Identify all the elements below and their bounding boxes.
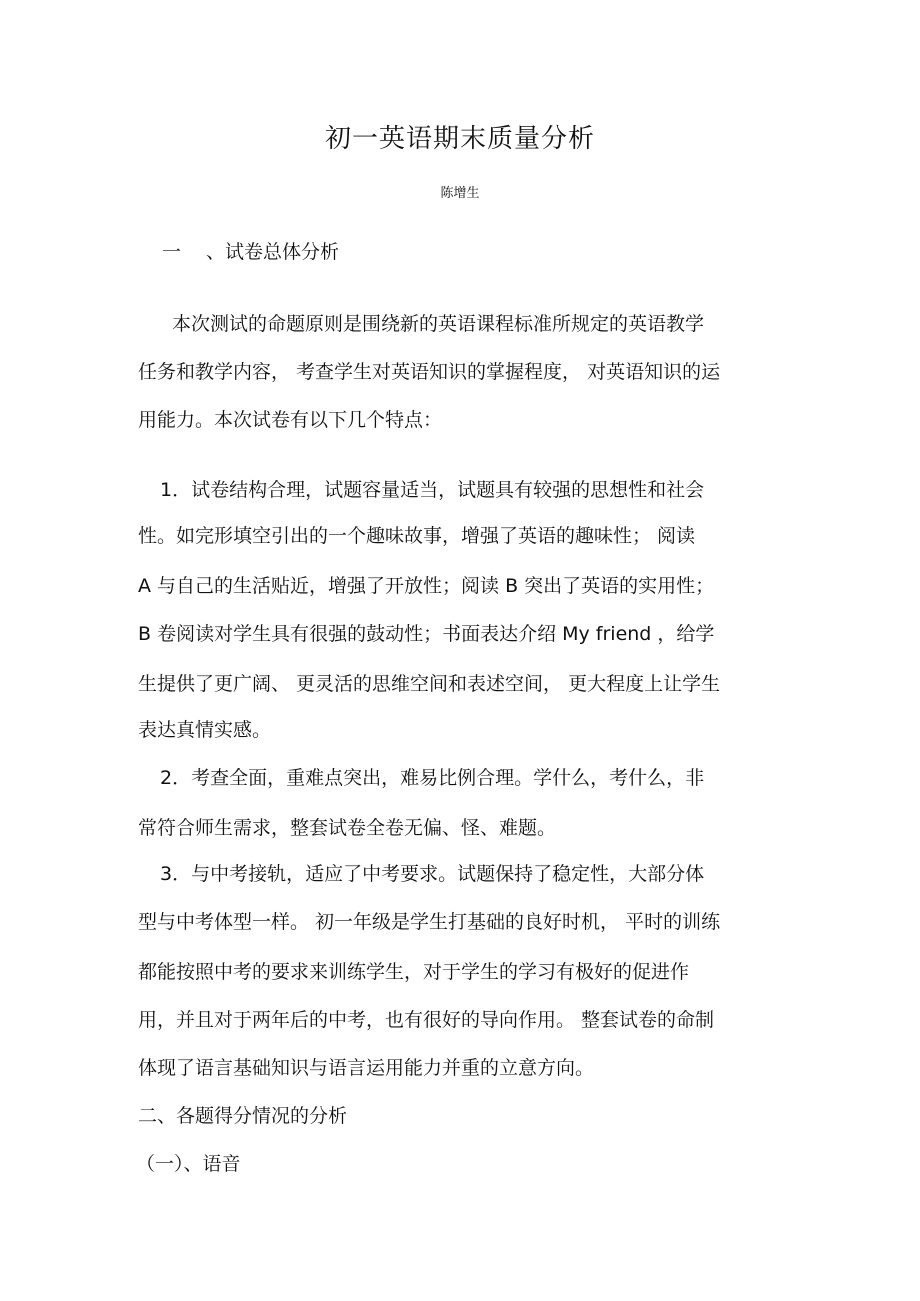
- paragraph-line: 表达真情实感。: [138, 719, 272, 741]
- paragraph-line: 生提供了更广阔、 更灵活的思维空间和表述空间， 更大程度上让学生: [138, 673, 721, 695]
- paragraph-line: 都能按照中考的要求来训练学生，对于学生的学习有极好的促进作: [138, 961, 690, 983]
- paragraph-line: 体现了语言基础知识与语言运用能力并重的立意方向。: [138, 1057, 595, 1079]
- document-title: 初一英语期末质量分析: [324, 124, 595, 154]
- paragraph-line: B 卷阅读对学生具有很强的鼓动性；书面表达介绍 My friend ，给学: [138, 623, 715, 645]
- paragraph-line: 常符合师生需求，整套试卷全卷无偏、怪、难题。: [138, 817, 557, 839]
- subsection-heading: （一）、语音: [136, 1153, 241, 1175]
- paragraph-line: 任务和教学内容， 考查学生对英语知识的掌握程度， 对英语知识的运: [138, 361, 721, 383]
- paragraph-line: 1．试卷结构合理，试题容量适当，试题具有较强的思想性和社会: [160, 479, 705, 501]
- section-heading-2: 二、各题得分情况的分析: [138, 1105, 348, 1127]
- paragraph-line: 本次测试的命题原则是围绕新的英语课程标准所规定的英语教学: [172, 313, 705, 335]
- paragraph-line: 2．考查全面，重难点突出，难易比例合理。学什么，考什么，非: [160, 767, 705, 789]
- paragraph-line: A 与自己的生活贴近，增强了开放性；阅读 B 突出了英语的实用性；: [138, 575, 715, 597]
- paragraph-line: 性。如完形填空引出的一个趣味故事，增强了英语的趣味性； 阅读: [138, 525, 696, 547]
- paragraph-line: 型与中考体型一样。 初一年级是学生打基础的良好时机， 平时的训练: [138, 911, 721, 933]
- paragraph-line: 3．与中考接轨，适应了中考要求。试题保持了稳定性，大部分体: [160, 863, 705, 885]
- section-heading-1: 一 、试卷总体分析: [162, 241, 340, 263]
- paragraph-line: 用，并且对于两年后的中考，也有很好的导向作用。 整套试卷的命制: [138, 1009, 715, 1031]
- document-author: 陈增生: [440, 186, 480, 201]
- paragraph-line: 用能力。本次试卷有以下几个特点：: [138, 409, 443, 431]
